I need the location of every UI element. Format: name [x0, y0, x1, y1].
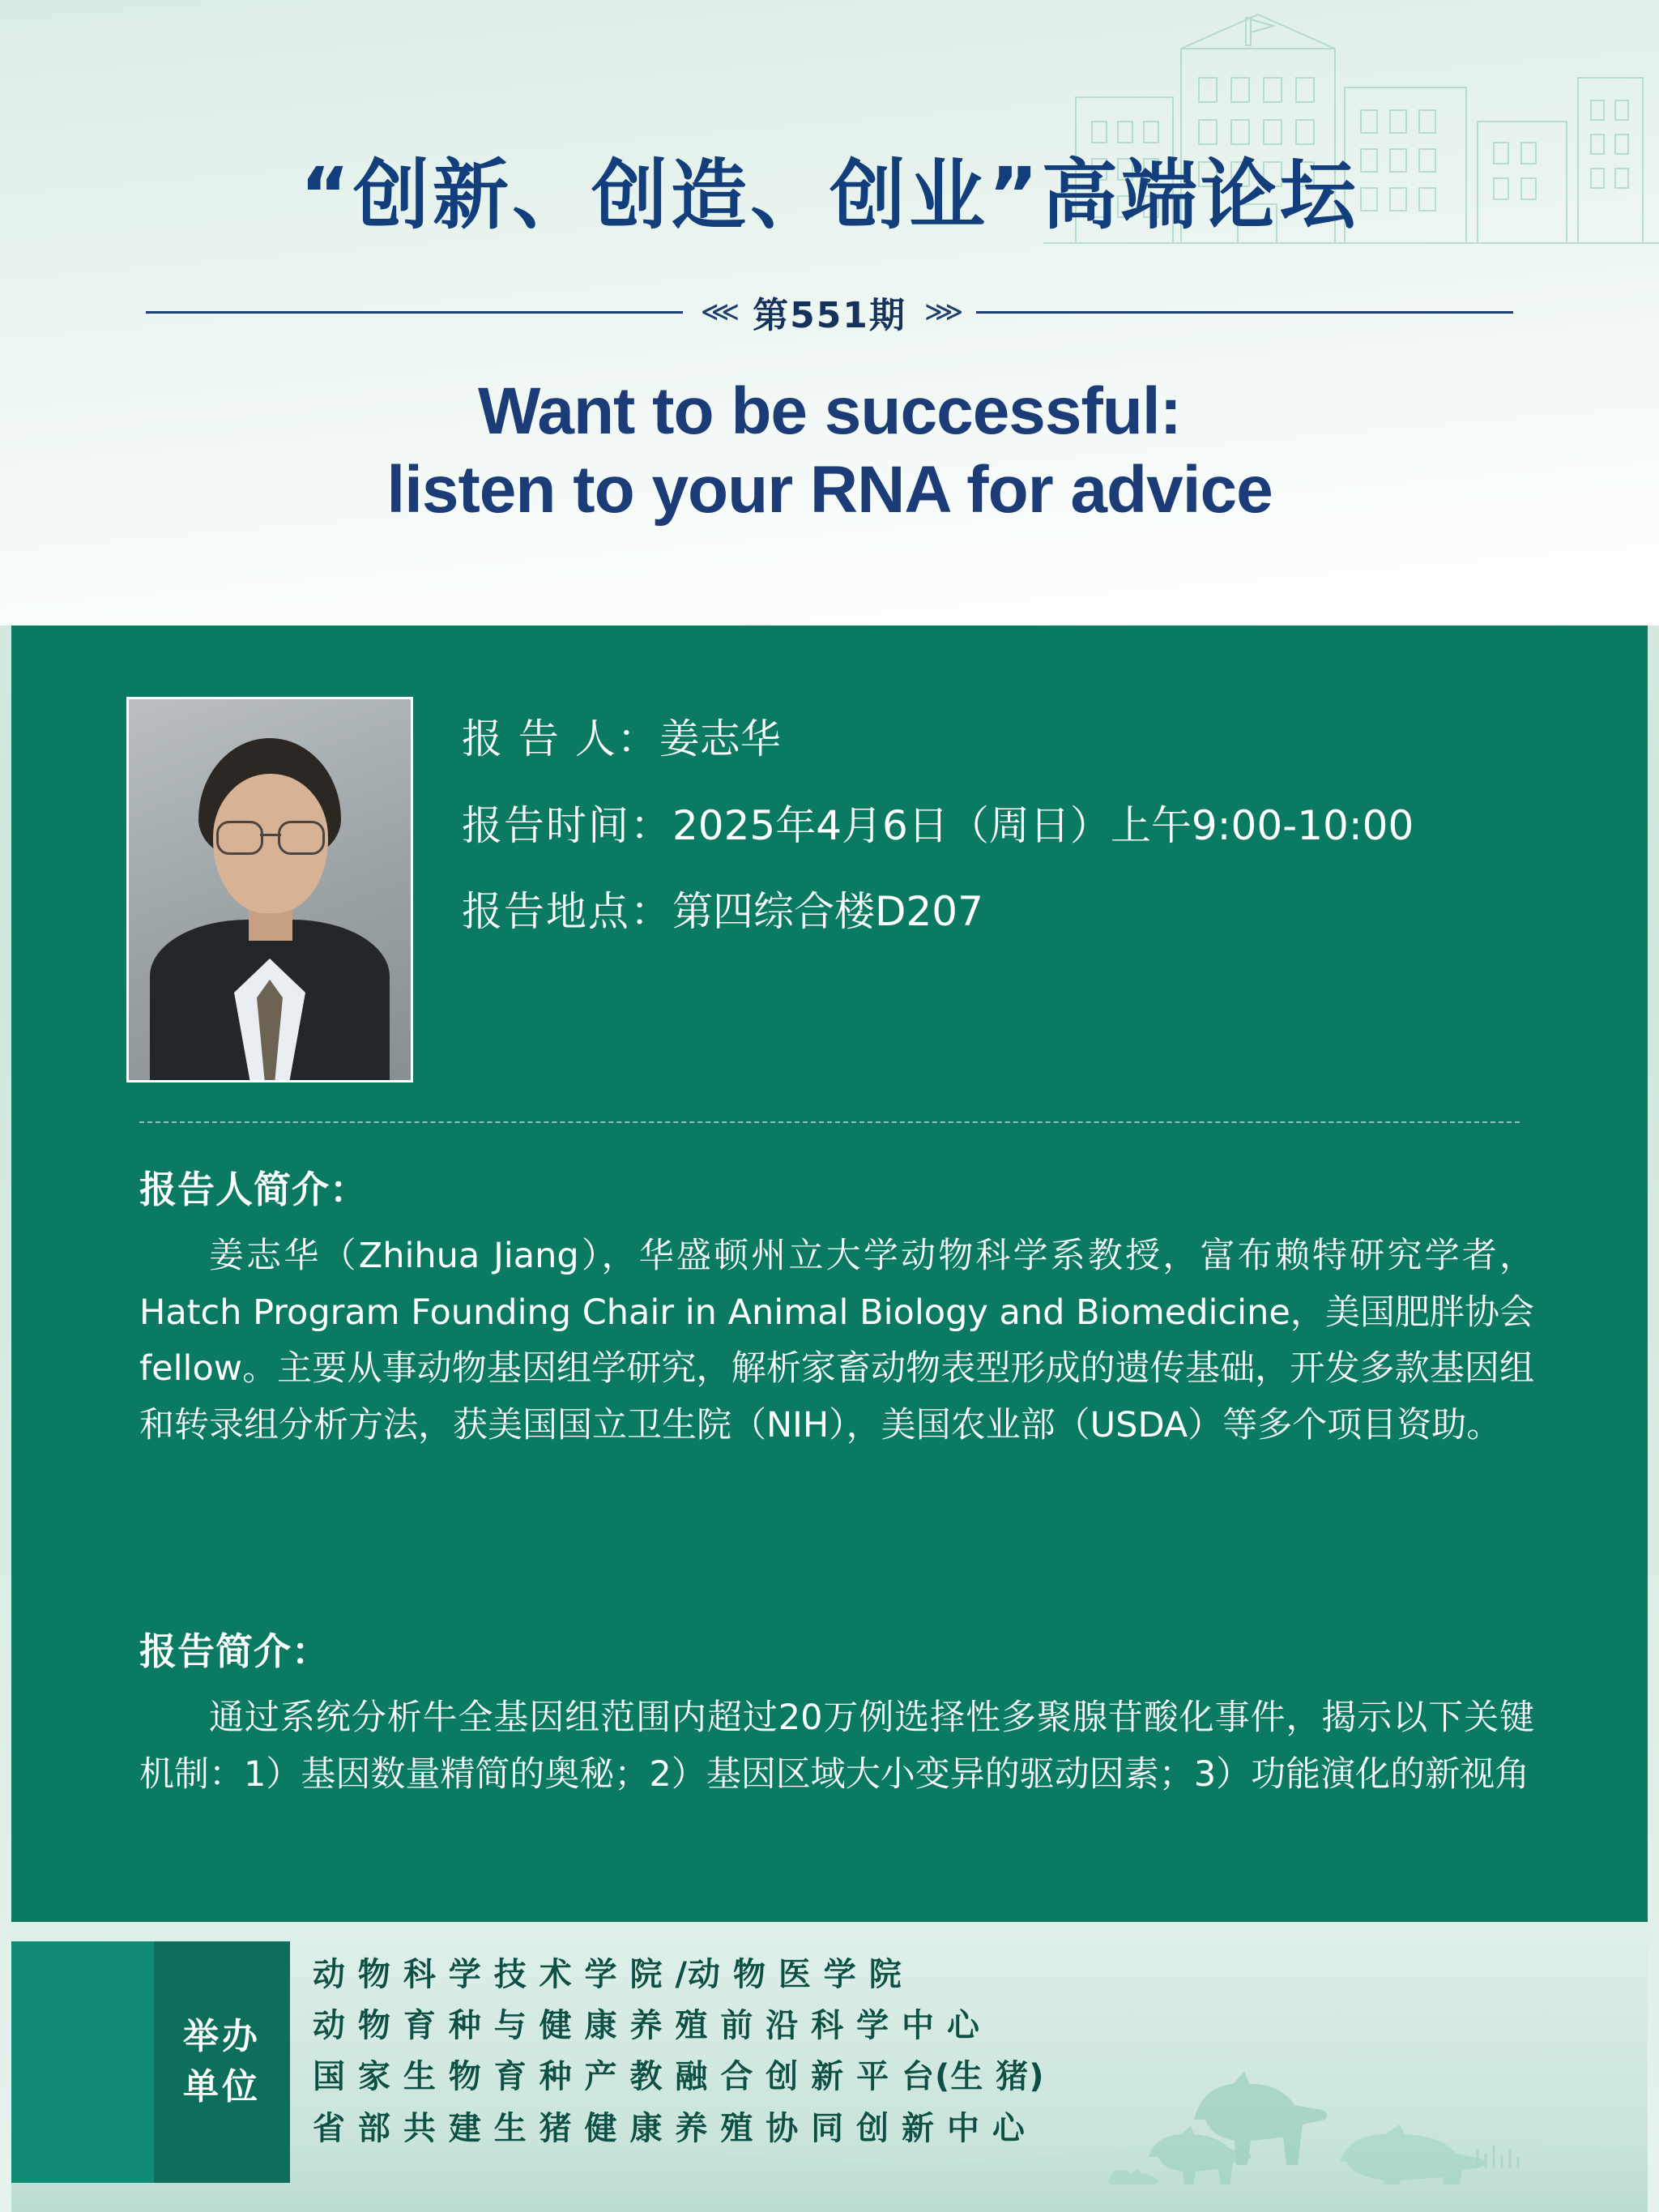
issue-number: 第551期 [753, 295, 906, 336]
poster-header [0, 0, 1659, 626]
organizer-badge-line-2: 单位 [183, 2066, 261, 2107]
talk-time-label: 报告时间： [462, 801, 672, 849]
organizer-badge-line-1: 举办 [183, 2015, 261, 2057]
speaker-bio-text: 姜志华（Zhihua Jiang），华盛顿州立大学动物科学系教授，富布赖特研究学者，Hatch Program Founding Chair in Animal Biology and Biomedicine，美国肥胖协会fellow。主要从事动物基因组学研究，解析家畜动物表型形成的遗传基础，开发多款基因组和转录组分析方法，获美国国立卫生院（NIH），美国农业部（USDA）等多个项目资助。 [139, 1236, 1534, 1445]
organizer-item: 国 家 生 物 育 种 产 教 融 合 创 新 平 台(生 猪) [313, 2058, 1045, 2096]
speaker-portrait [126, 697, 413, 1083]
issue-rule-right [976, 311, 1513, 314]
issue-rule-left [146, 311, 683, 314]
talk-time-line [462, 801, 1414, 849]
livestock-silhouette-icon [1097, 1998, 1550, 2184]
speaker-name-label: 报 告 人： [462, 715, 659, 762]
talk-abstract-title: 报告简介： [139, 1629, 330, 1673]
page-title: “创新、创造、创业”高端论坛 [300, 152, 1359, 240]
organizer-badge [154, 1941, 290, 2183]
poster-body [11, 626, 1648, 1922]
poster-footer [11, 1922, 1648, 2212]
speaker-name-value: 姜志华 [659, 715, 781, 762]
talk-title-english [0, 373, 1659, 530]
organizer-list [313, 1949, 1045, 2154]
organizer-item: 省 部 共 建 生 猪 健 康 养 殖 协 同 创 新 中 心 [313, 2109, 1026, 2147]
talk-time-value: 2025年4月6日（周日）上午9:00-10:00 [672, 801, 1414, 849]
talk-title-line-2: listen to your RNA for advice [386, 452, 1273, 527]
talk-place-label: 报告地点： [462, 888, 672, 935]
chevron-right-icon: ⋙ [923, 297, 959, 327]
talk-abstract-text: 通过系统分析牛全基因组范围内超过20万例选择性多聚腺苷酸化事件，揭示以下关键机制：1）基因数量精简的奥秘；2）基因区域大小变异的驱动因素；3）功能演化的新视角 [139, 1697, 1534, 1795]
section-divider [139, 1121, 1520, 1123]
speaker-bio-section [139, 1160, 1534, 1454]
talk-place-line [462, 890, 1414, 933]
organizer-item: 动 物 育 种 与 健 康 养 殖 前 沿 科 学 中 心 [313, 2007, 980, 2045]
chevron-left-icon: ⋘ [700, 297, 736, 327]
talk-place-value: 第四综合楼D207 [672, 888, 983, 935]
talk-title-line-1: Want to be successful: [478, 374, 1181, 448]
organizer-item: 动 物 科 学 技 术 学 院 /动 物 医 学 院 [313, 1956, 902, 1993]
footer-accent-strip [11, 1941, 154, 2183]
speaker-info [462, 697, 1414, 1083]
speaker-name-line [462, 715, 1414, 762]
speaker-block [126, 697, 1414, 1083]
talk-abstract-section [139, 1622, 1534, 1803]
speaker-bio-title: 报告人简介： [139, 1168, 368, 1211]
issue-row [146, 288, 1513, 336]
